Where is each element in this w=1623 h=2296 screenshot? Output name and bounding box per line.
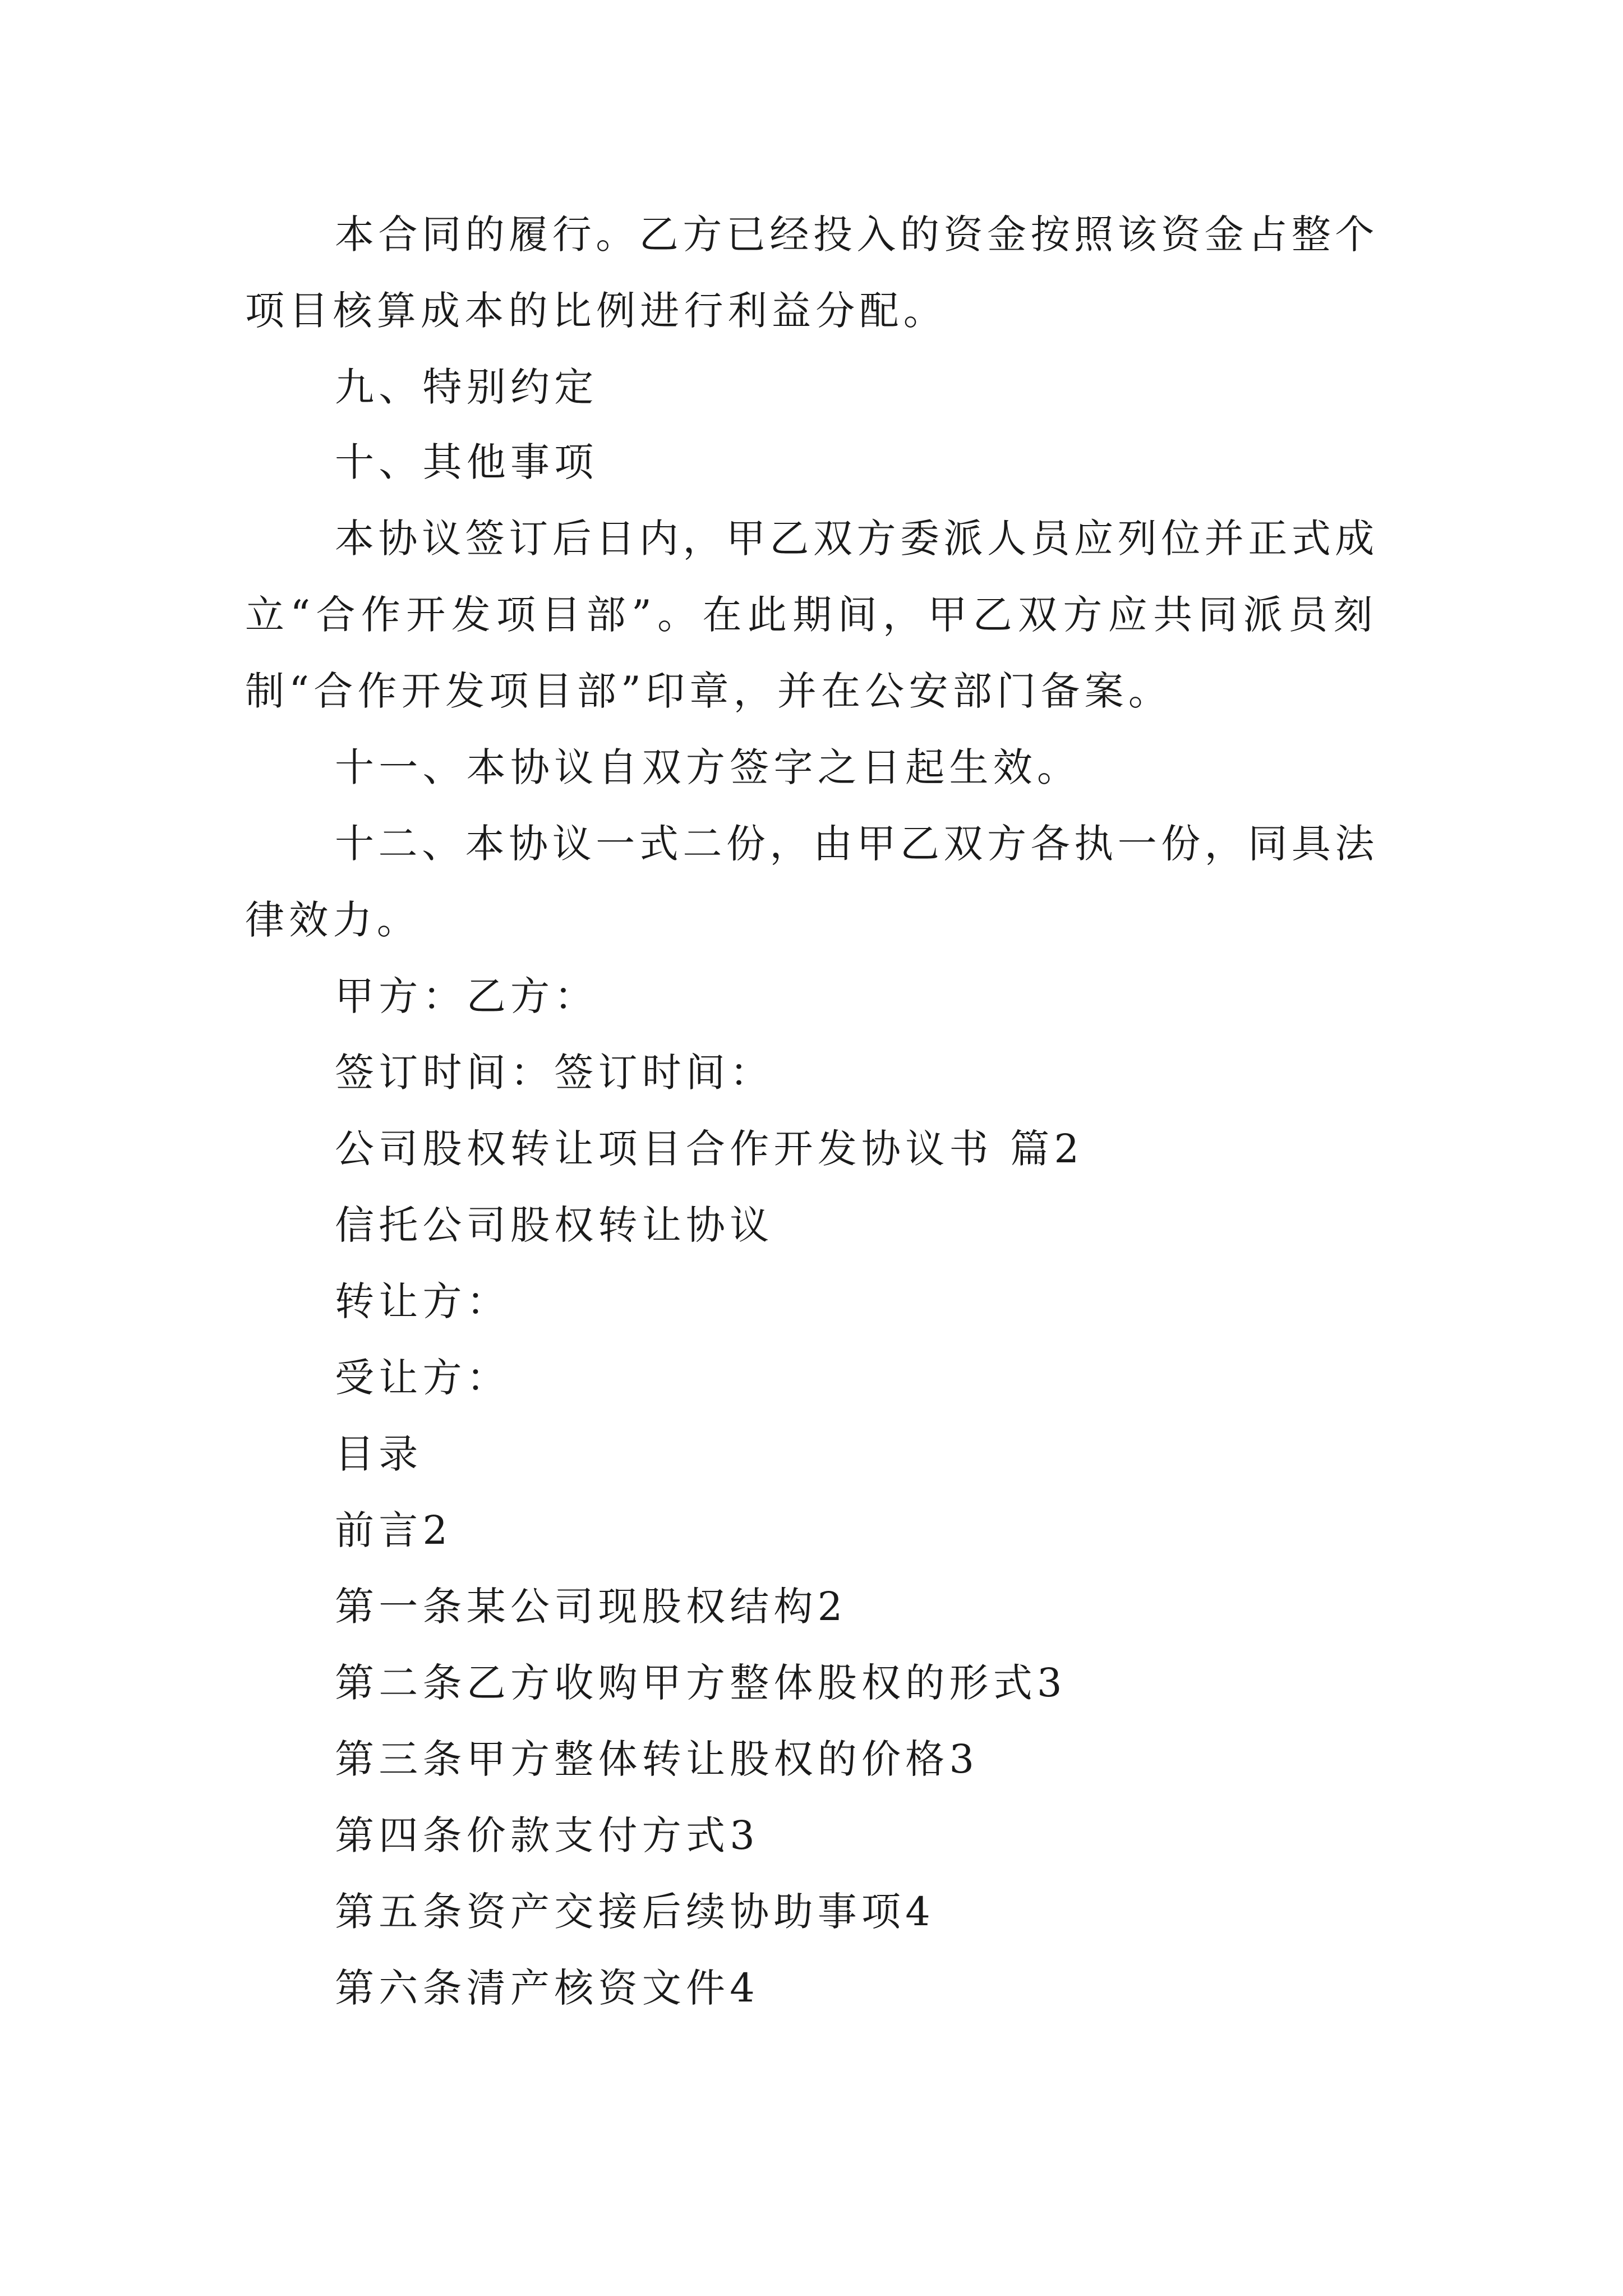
p-ch10-heading: 十、其他事项 <box>335 439 598 485</box>
p-ch11: 十一、本协议自双方签字之日起生效。 <box>335 744 1081 790</box>
p-ch12-line-1: 十二、本协议一式二份，由甲乙双方各执一份，同具法 <box>335 821 1378 867</box>
p-toc-art3: 第三条甲方整体转让股权的价格3 <box>335 1736 979 1782</box>
p-toc-art6: 第六条清产核资文件4 <box>335 1965 760 2011</box>
p-toc-art5: 第五条资产交接后续协助事项4 <box>335 1889 935 1935</box>
p-toc-art2: 第二条乙方收购甲方整体股权的形式3 <box>335 1660 1067 1706</box>
p-ch12-line-2: 律效力。 <box>245 897 421 943</box>
p-sign-dates: 签订时间：签订时间： <box>335 1050 774 1096</box>
p-ch9-heading: 九、特别约定 <box>335 364 598 410</box>
p-parties: 甲方：乙方： <box>335 973 598 1019</box>
p-toc-art4: 第四条价款支付方式3 <box>335 1812 760 1858</box>
p-trust-agreement-title: 信托公司股权转让协议 <box>335 1202 774 1248</box>
p-project-department-line-2: 立“合作开发项目部”。在此期间，甲乙双方应共同派员刻 <box>245 592 1378 638</box>
p-toc-preface: 前言2 <box>335 1507 453 1553</box>
p-toc-art1: 第一条某公司现股权结构2 <box>335 1584 847 1630</box>
p-transferor: 转让方： <box>335 1278 510 1324</box>
p-project-department-line-1: 本协议签订后日内，甲乙双方委派人员应列位并正式成 <box>335 516 1378 562</box>
p-project-department-line-3: 制“合作开发项目部”印章，并在公安部门备案。 <box>245 668 1173 714</box>
p-toc-heading: 目录 <box>335 1431 423 1477</box>
p-ch8-continued-line-2: 项目核算成本的比例进行利益分配。 <box>245 288 947 334</box>
p-ch8-continued-line-1: 本合同的履行。乙方已经投入的资金按照该资金占整个 <box>335 211 1378 257</box>
p-article2-title: 公司股权转让项目合作开发协议书 篇2 <box>335 1126 1084 1172</box>
p-transferee: 受让方： <box>335 1355 510 1401</box>
